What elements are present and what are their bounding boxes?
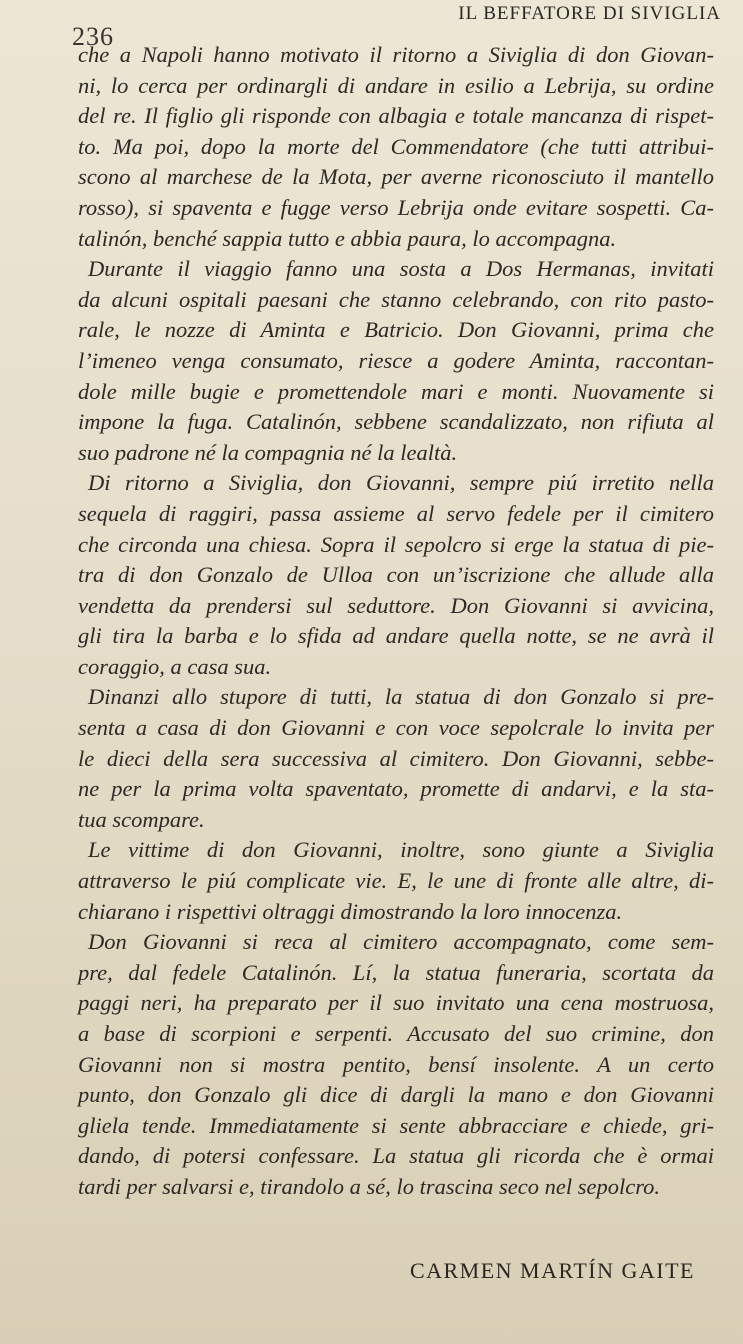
text-line: ni, lo cerca per ordinargli di andare in esilio a Lebrija, su ordine <box>78 72 714 98</box>
text-line: che circonda una chiesa. Sopra il sepolcro si erge la statua di pie- <box>78 531 714 557</box>
text-line: l’imeneo venga consumato, riesce a godere Aminta, raccontan- <box>78 347 714 373</box>
text-line: le dieci della sera successiva al cimitero. Don Giovanni, sebbe- <box>78 745 714 771</box>
text-line: Di ritorno a Siviglia, don Giovanni, sempre piú irretito nella <box>88 470 714 496</box>
text-line: rosso), si spaventa e fugge verso Lebrija onde evitare sospetti. Ca- <box>78 194 714 220</box>
text-line: to. Ma poi, dopo la morte del Commendatore (che tutti attribui- <box>78 133 714 159</box>
text-line: senta a casa di don Giovanni e con voce sepolcrale lo invita per <box>78 715 714 741</box>
text-line: a base di scorpioni e serpenti. Accusato del suo crimine, don <box>78 1021 714 1046</box>
text-line: chiarano i rispettivi oltraggi dimostrando la loro innocenza. <box>78 898 623 924</box>
text-line: del re. Il figlio gli risponde con albagia e totale mancanza di rispet- <box>78 103 714 129</box>
text-line: Dinanzi allo stupore di tutti, la statua di don Gonzalo si pre- <box>88 684 714 710</box>
paragraph <box>78 254 714 468</box>
text-line: tua scompare. <box>78 806 205 832</box>
text-line: attraverso le piú complicate vie. E, le une di fronte alle altre, di- <box>78 868 714 894</box>
text-line: Giovanni non si mostra pentito, bensí insolente. A un certo <box>78 1051 714 1077</box>
text-line: sequela di raggiri, passa assieme al servo fedele per il cimitero <box>78 500 714 526</box>
text-line: talinón, benché sappia tutto e abbia paura, lo accompagna. <box>78 225 617 251</box>
text-line: ne per la prima volta spaventato, promette di andarvi, e la sta- <box>78 776 714 802</box>
text-line: scono al marchese de la Mota, per averne riconosciuto il mantello <box>78 164 714 190</box>
text-line: gli tira la barba e lo sfida ad andare quella notte, se ne avrà il <box>78 623 714 649</box>
text-line: gliela tende. Immediatamente si sente abbracciare e chiede, gri- <box>78 1112 714 1138</box>
running-title: IL BEFFATORE DI SIVIGLIA <box>458 3 721 24</box>
text-line: da alcuni ospitali paesani che stanno celebrando, con rito pasto- <box>78 286 714 312</box>
text-line: suo padrone né la compagnia né la lealtà. <box>78 439 458 465</box>
paragraph <box>78 835 714 927</box>
text-line: coraggio, a casa sua. <box>78 653 272 679</box>
text-line: punto, don Gonzalo gli dice di dargli la mano e don Giovanni <box>78 1082 714 1108</box>
text-line: impone la fuga. Catalinón, sebbene scandalizzato, non rifiuta al <box>78 409 714 435</box>
paragraph <box>78 40 714 254</box>
paragraph <box>78 682 714 835</box>
text-line: tardi per salvarsi e, tirandolo a sé, lo trascina seco nel sepolcro. <box>78 1173 661 1199</box>
text-line: Durante il viaggio fanno una sosta a Dos Hermanas, invitati <box>88 256 714 282</box>
text-line: tra di don Gonzalo de Ulloa con un’iscrizione che allude alla <box>78 562 714 588</box>
text-line: paggi neri, ha preparato per il suo invitato una cena mostruosa, <box>78 990 714 1016</box>
text-line: dole mille bugie e promettendole mari e monti. Nuovamente si <box>78 378 714 404</box>
paragraph <box>78 468 714 682</box>
text-line: vendetta da prendersi sul seduttore. Don Giovanni si avvicina, <box>78 592 714 618</box>
text-line: Le vittime di don Giovanni, inoltre, sono giunte a Siviglia <box>88 837 714 863</box>
text-line: che a Napoli hanno motivato il ritorno a Siviglia di don Giovan- <box>78 42 714 67</box>
text-line: pre, dal fedele Catalinón. Lí, la statua funeraria, scortata da <box>78 959 714 985</box>
author-signature: CARMEN MARTÍN GAITE <box>409 1258 695 1283</box>
text-line: rale, le nozze di Aminta e Batricio. Don Giovanni, prima che <box>78 317 714 343</box>
paragraph <box>78 927 714 1202</box>
body-text <box>78 40 714 1203</box>
page-number: 236 <box>72 22 114 51</box>
text-line: Don Giovanni si reca al cimitero accompagnato, come sem- <box>88 929 714 955</box>
text-line: dando, di potersi confessare. La statua gli ricorda che è ormai <box>78 1143 714 1169</box>
